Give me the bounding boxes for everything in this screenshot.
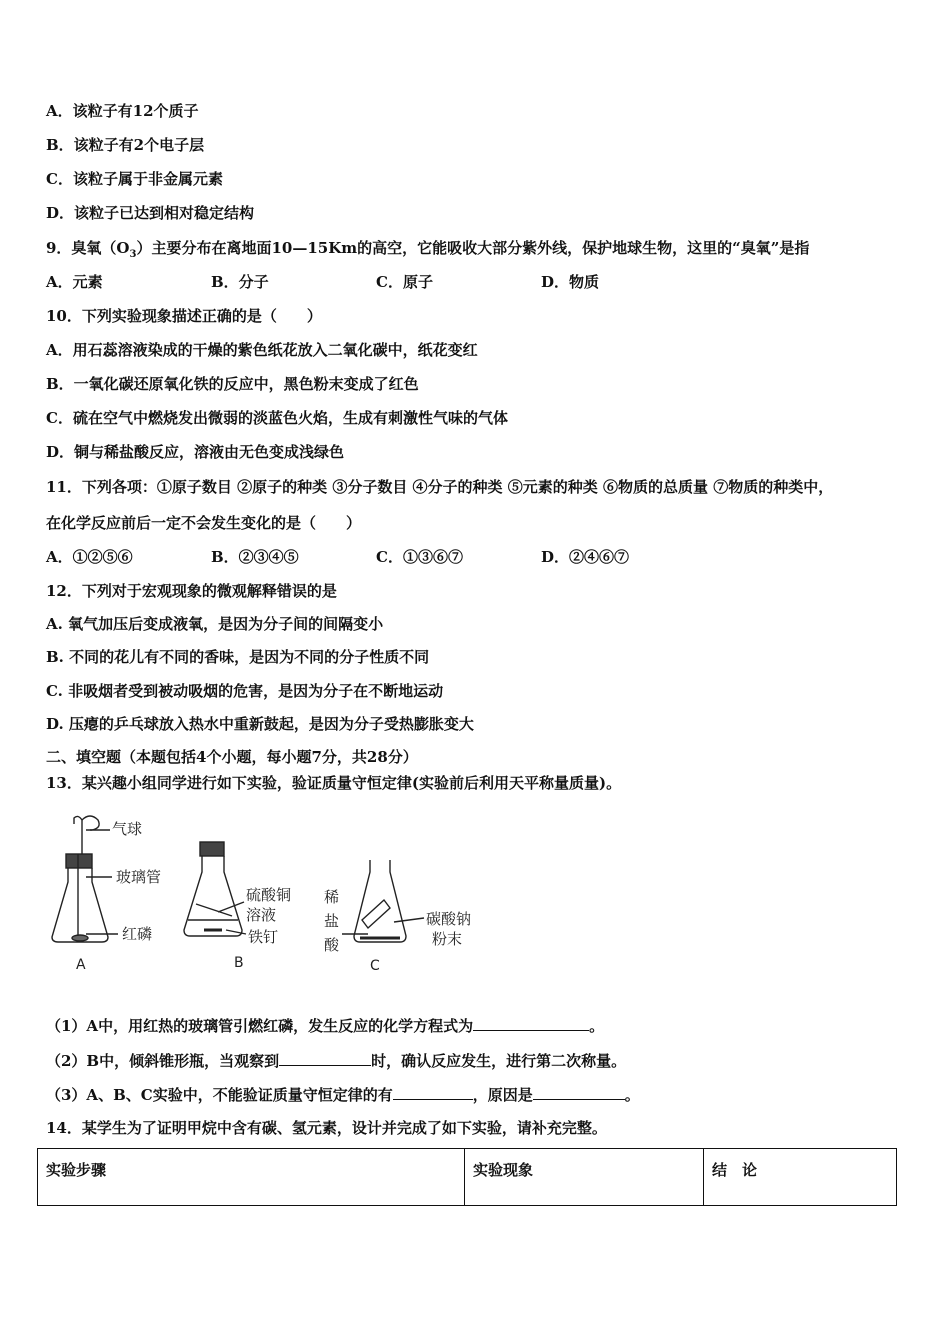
- experiment-table: [37, 1148, 897, 1206]
- caption-c: C: [370, 958, 380, 974]
- q10-option-b: B．一氧化碳还原氧化铁的反应中，黑色粉末变成了红色: [46, 375, 419, 393]
- q12-option-b: B. 不同的花儿有不同的香味，是因为不同的分子性质不同: [46, 648, 430, 666]
- q8-option-c: C．该粒子属于非金属元素: [46, 170, 223, 188]
- q9-option-a: A．元素: [46, 273, 103, 291]
- label-iron-nail: 铁钉: [248, 928, 279, 946]
- q12-option-d: D. 压瘪的乒乓球放入热水中重新鼓起，是因为分子受热膨胀变大: [46, 715, 474, 733]
- q10-option-d: D．铜与稀盐酸反应，溶液由无色变成浅绿色: [46, 443, 345, 461]
- flask-c-diagram: [342, 860, 424, 942]
- q14-stem: 14．某学生为了证明甲烷中含有碳、氢元素，设计并完成了如下实验，请补充完整。: [46, 1119, 607, 1137]
- q11-stem-line1: 11．下列各项：①原子数目 ②原子的种类 ③分子数目 ④分子的种类 ⑤元素的种类 ⑥物质的总质量 ⑦物质的种类中，: [46, 478, 834, 496]
- q9-option-d: D．物质: [541, 273, 600, 291]
- label-copper-sulfate-1: 硫酸铜: [246, 886, 292, 904]
- q11-option-c: C．①③⑥⑦: [376, 548, 463, 566]
- answer-blank-3[interactable]: [393, 1084, 473, 1100]
- q10-option-a: A．用石蕊溶液染成的干燥的紫色纸花放入二氧化碳中，纸花变红: [46, 341, 478, 359]
- q13-sub2: （2）B中，倾斜锥形瓶，当观察到 时，确认反应发生，进行第二次称量。: [46, 1052, 627, 1070]
- q13-sub3: （3）A、B、C实验中，不能验证质量守恒定律的有 ，原因是 。: [46, 1086, 640, 1104]
- caption-b: B: [234, 955, 244, 971]
- header-conclusion: 结 论: [704, 1149, 897, 1206]
- q13-stem: 13．某兴趣小组同学进行如下实验，验证质量守恒定律(实验前后利用天平称量质量)。: [46, 774, 622, 792]
- header-phenomena: 实验现象: [465, 1149, 704, 1206]
- answer-blank-4[interactable]: [533, 1084, 625, 1100]
- q10-stem: 10．下列实验现象描述正确的是（ ）: [46, 307, 322, 325]
- q11-option-b: B．②③④⑤: [211, 548, 299, 566]
- q9-option-b: B．分子: [211, 273, 269, 291]
- q11-option-a: A．①②⑤⑥: [46, 548, 133, 566]
- q8-option-b: B．该粒子有2个电子层: [46, 136, 205, 154]
- table-header-row: [38, 1149, 897, 1206]
- flask-b-diagram: [184, 842, 246, 936]
- label-sodium-carbonate-2: 粉末: [432, 930, 463, 948]
- q13-sub1: （1）A中，用红热的玻璃管引燃红磷，发生反应的化学方程式为 。: [46, 1017, 605, 1035]
- label-dilute-1: 稀: [324, 888, 340, 906]
- label-glass-tube: 玻璃管: [116, 868, 162, 886]
- q12-option-a: A. 氧气加压后变成液氧，是因为分子间的间隔变小: [46, 615, 384, 633]
- q8-option-d: D．该粒子已达到相对稳定结构: [46, 204, 255, 222]
- label-red-phosphorus: 红磷: [122, 925, 153, 943]
- answer-blank-2[interactable]: [279, 1050, 371, 1066]
- q9-options: [46, 272, 706, 292]
- label-dilute-2: 盐: [324, 912, 340, 930]
- experiment-figure: [46, 812, 486, 977]
- q12-option-c: C. 非吸烟者受到被动吸烟的危害，是因为分子在不断地运动: [46, 682, 444, 700]
- label-dilute-3: 酸: [324, 936, 340, 954]
- q12-stem: 12．下列对于宏观现象的微观解释错误的是: [46, 582, 337, 600]
- label-balloon: 气球: [112, 820, 143, 838]
- q10-option-c: C．硫在空气中燃烧发出微弱的淡蓝色火焰，生成有刺激性气味的气体: [46, 409, 508, 427]
- q9-stem: 9．臭氧$(O_3)$主要分布在离地面10—15Km的高空，它能吸收大部分紫外线，保护地球生物，这里的“臭氧”是指: [46, 239, 810, 260]
- section-heading: 二、填空题（本题包括4个小题，每小题7分，共28分）: [46, 748, 418, 766]
- q11-stem-line2: 在化学反应前后一定不会发生变化的是（ ）: [46, 514, 362, 532]
- flask-a-diagram: [52, 816, 118, 942]
- header-steps: 实验步骤: [38, 1149, 465, 1206]
- answer-blank-1[interactable]: [473, 1015, 589, 1031]
- label-sodium-carbonate-1: 碳酸钠: [426, 910, 472, 928]
- q8-option-a: A．该粒子有12个质子: [46, 102, 199, 120]
- q11-option-d: D．②④⑥⑦: [541, 548, 630, 566]
- caption-a: A: [76, 957, 86, 973]
- label-copper-sulfate-2: 溶液: [246, 906, 277, 924]
- q9-option-c: C．原子: [376, 273, 433, 291]
- q11-options: [46, 547, 706, 567]
